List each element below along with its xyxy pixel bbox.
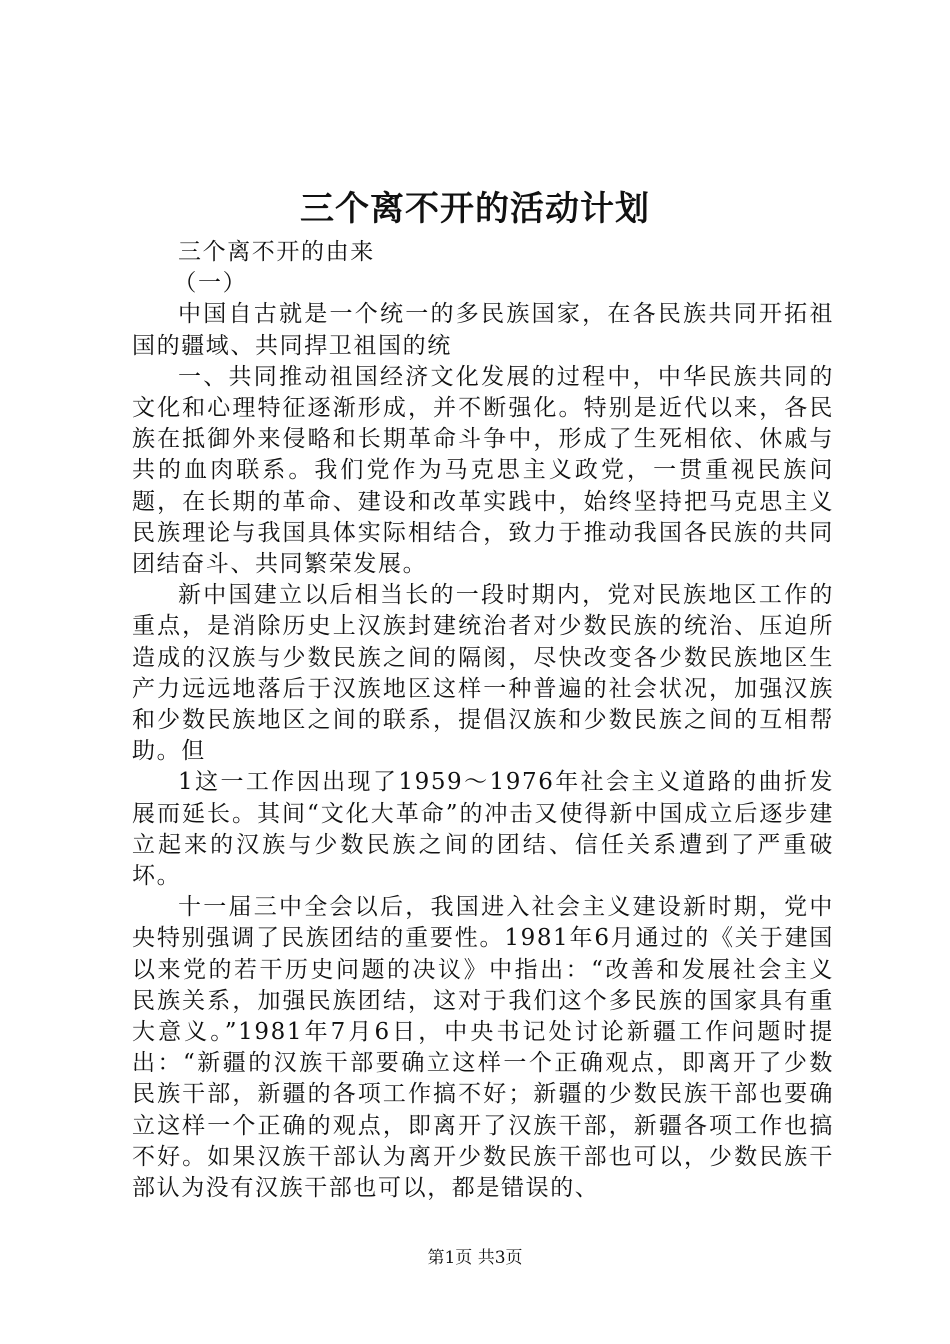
paragraph: 1这一工作因出现了1959～1976年社会主义道路的曲折发展而延长。其间“文化大革命”的冲击又使得新中国成立后逐步建立起来的汉族与少数民族之间的团结、信任关系遭到了严重破坏。 xyxy=(132,769,834,890)
page-footer: 第1页 共3页 xyxy=(427,1248,523,1268)
paragraph: 中国自古就是一个统一的多民族国家，在各民族共同开拓祖国的疆域、共同捍卫祖国的统 xyxy=(132,301,834,359)
document-title: 三个离不开的活动计划 xyxy=(300,189,650,229)
paragraph: 新中国建立以后相当长的一段时期内，党对民族地区工作的重点，是消除历史上汉族封建统治者对少数民族的统治、压迫所造成的汉族与少数民族之间的隔阂，尽快改变各少数民族地区生产力远远地落后于汉族地区这样一种普遍的社会状况，加强汉族和少数民族地区之间的联系，提倡汉族和少数民族之间的互相帮助。但 xyxy=(132,582,834,765)
paragraph: 一、共同推动祖国经济文化发展的过程中，中华民族共同的文化和心理特征逐渐形成，并不断强化。特别是近代以来，各民族在抵御外来侵略和长期革命斗争中，形成了生死相依、休戚与共的血肉联系。我们党作为马克思主义政党，一贯重视民族问题，在长期的革命、建设和改革实践中，始终坚持把马克思主义民族理论与我国具体实际相结合，致力于推动我国各民族的共同团结奋斗、共同繁荣发展。 xyxy=(132,363,834,578)
paragraph-section-number: （一） xyxy=(173,270,248,297)
document-body xyxy=(132,207,834,1204)
paragraph: 十一届三中全会以后，我国进入社会主义建设新时期，党中央特别强调了民族团结的重要性。1981年6月通过的《关于建国以来党的若干历史问题的决议》中指出：“改善和发展社会主义民族关系，加强民族团结，这对于我们这个多民族的国家具有重大意义。”1981年7月6日，中央书记处讨论新疆工作问题时提出：“新疆的汉族干部要确立这样一个正确观点，即离开了少数民族干部，新疆的各项工作搞不好；新疆的少数民族干部也要确立这样一个正确的观点，即离开了汉族干部，新疆各项工作也搞不好。如果汉族干部认为离开少数民族干部也可以，少数民族干部认为没有汉族干部也可以，都是错误的、 xyxy=(132,894,834,1202)
paragraph-origin-heading: 三个离不开的由来 xyxy=(178,239,375,265)
